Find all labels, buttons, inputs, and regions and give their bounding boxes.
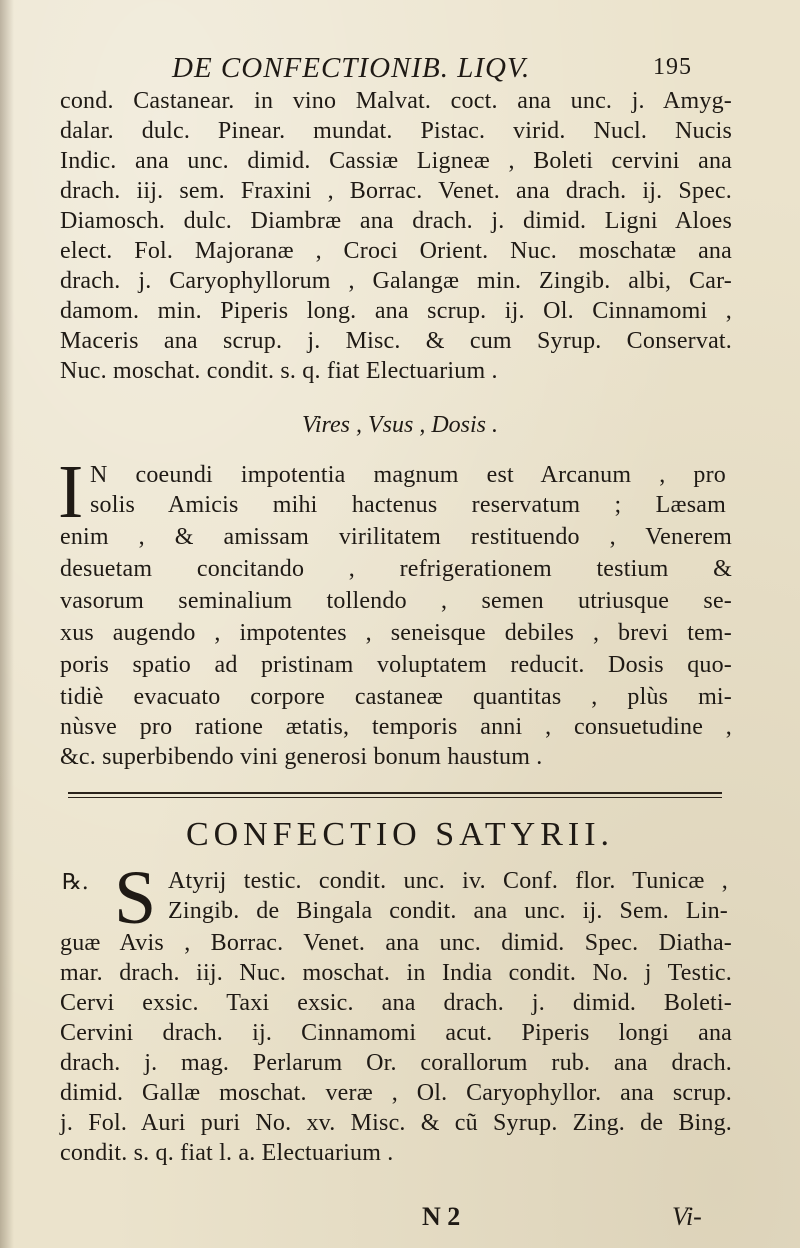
page-gutter-shadow: [0, 0, 14, 1248]
text-line: desuetam concitando , refrigerationem testium &: [60, 556, 732, 582]
text-line: Zingib. de Bingala condit. ana unc. ij. Sem. Lin-: [168, 898, 728, 924]
text-line: condit. s. q. fiat l. a. Electuarium .: [60, 1140, 394, 1166]
text-line: drach. j. Caryophyllorum , Galangæ min. Zingib. albi, Car-: [60, 268, 732, 294]
text-line: cond. Castanear. in vino Malvat. coct. ana unc. j. Amyg-: [60, 88, 732, 114]
text-line: drach. j. mag. Perlarum Or. corallorum rub. ana drach.: [60, 1050, 732, 1076]
text-line: Atyrij testic. condit. unc. iv. Conf. flor. Tunicæ ,: [168, 868, 728, 894]
section-divider-thin: [68, 797, 722, 798]
text-line: Nuc. moschat. condit. s. q. fiat Electuarium .: [60, 358, 498, 384]
text-line: Maceris ana scrup. j. Misc. & cum Syrup. Conservat.: [60, 328, 732, 354]
text-line: solis Amicis mihi hactenus reservatum ; Læsam: [90, 492, 726, 518]
running-title: DE CONFECTIONIB. LIQV.: [172, 52, 531, 84]
text-line: N coeundi impotentia magnum est Arcanum , pro: [90, 462, 726, 488]
section-title: CONFECTIO SATYRII.: [185, 816, 615, 853]
text-line: tidiè evacuato corpore castaneæ quantitas , plùs mi-: [60, 684, 732, 710]
section-subheading: Vires , Vsus , Dosis .: [301, 412, 498, 438]
page-footer: [0, 1202, 800, 1236]
signature-mark: N 2: [422, 1202, 461, 1231]
text-line: drach. iij. sem. Fraxini , Borrac. Venet. ana drach. ij. Spec.: [60, 178, 732, 204]
text-line: dimid. Gallæ moschat. veræ , Ol. Caryophyllor. ana scrup.: [60, 1080, 732, 1106]
text-line: vasorum seminalium tollendo , semen utriusque se-: [60, 588, 732, 614]
text-line: Cervi exsic. Taxi exsic. ana drach. j. dimid. Boleti-: [60, 990, 732, 1016]
text-line: Diamosch. dulc. Diambræ ana drach. j. dimid. Ligni Aloes: [60, 208, 732, 234]
text-line: damom. min. Piperis long. ana scrup. ij. Ol. Cinnamomi ,: [60, 298, 732, 324]
text-line: dalar. dulc. Pinear. mundat. Pistac. virid. Nucl. Nucis: [60, 118, 732, 144]
text-line: mar. drach. iij. Nuc. moschat. in India condit. No. j Testic.: [60, 960, 732, 986]
text-line: j. Fol. Auri puri No. xv. Misc. & cũ Syrup. Zing. de Bing.: [60, 1110, 732, 1136]
text-line: nùsve pro ratione ætatis, temporis anni , consuetudine ,: [60, 714, 732, 740]
drop-cap: I: [58, 450, 84, 534]
text-line: elect. Fol. Majoranæ , Croci Orient. Nuc. moschatæ ana: [60, 238, 732, 264]
text-line: Indic. ana unc. dimid. Cassiæ Ligneæ , Boleti cervini ana: [60, 148, 732, 174]
drop-cap: S: [114, 856, 157, 940]
text-line: enim , & amissam virilitatem restituendo , Venerem: [60, 524, 732, 550]
recipe-symbol: ℞.: [62, 870, 89, 895]
catchword: Vi-: [672, 1202, 702, 1231]
text-line: xus augendo , impotentes , seneisque debiles , brevi tem-: [60, 620, 732, 646]
text-line: guæ Avis , Borrac. Venet. ana unc. dimid. Spec. Diatha-: [60, 930, 732, 956]
text-line: poris spatio ad pristinam voluptatem reducit. Dosis quo-: [60, 652, 732, 678]
text-line: Cervini drach. ij. Cinnamomi acut. Piperis longi ana: [60, 1020, 732, 1046]
page-number: 195: [653, 54, 692, 80]
text-line: &c. superbibendo vini generosi bonum haustum .: [60, 744, 543, 770]
section-divider: [68, 792, 722, 794]
